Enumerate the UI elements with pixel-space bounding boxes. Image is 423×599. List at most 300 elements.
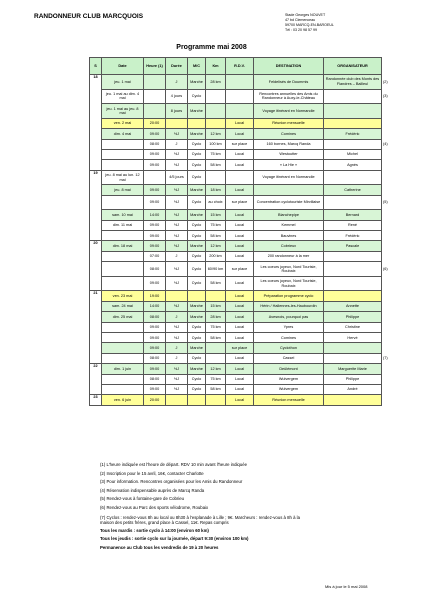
destination-cell: Wulvergem <box>254 374 324 384</box>
date-cell <box>102 231 144 241</box>
destination-cell: Cassel <box>254 353 324 363</box>
type-cell: Marche <box>188 185 206 195</box>
time-cell: 09:00 <box>144 160 166 170</box>
duration-cell: 4/5 jours <box>166 170 188 185</box>
time-cell: 09:00 <box>144 343 166 353</box>
note-line: (3) Pour information. Rencontres organisées pour les Amis du Randonneur <box>100 479 243 485</box>
table-row <box>90 251 392 261</box>
type-cell: Cyclo <box>188 353 206 363</box>
duration-cell: ½J <box>166 185 188 195</box>
reference-cell <box>382 384 392 394</box>
type-cell: Cyclo <box>188 195 206 210</box>
km-cell: 58 km <box>206 160 226 170</box>
km-cell: 28 km <box>206 75 226 90</box>
type-cell: Marche <box>188 104 206 119</box>
table-row <box>90 75 392 90</box>
destination-cell: Feldelisés de Doummis <box>254 75 324 90</box>
reference-cell <box>382 301 392 311</box>
meeting-cell: Local <box>226 322 254 332</box>
table-row <box>90 312 392 322</box>
km-cell: 100 km <box>206 139 226 149</box>
duration-cell: ½J <box>166 262 188 277</box>
duration-cell: J <box>166 312 188 322</box>
organizer-cell <box>324 104 382 119</box>
organizer-cell <box>324 276 382 291</box>
time-cell <box>144 104 166 119</box>
table-row <box>90 343 392 353</box>
reference-cell <box>382 149 392 159</box>
duration-cell: ½J <box>166 276 188 291</box>
date-cell: dim. 4 mai <box>102 129 144 139</box>
table-row <box>90 129 392 139</box>
time-cell: 09:00 <box>144 220 166 230</box>
type-cell: Cyclo <box>188 374 206 384</box>
km-cell <box>206 104 226 119</box>
km-cell: 28 km <box>206 312 226 322</box>
reference-cell <box>382 241 392 251</box>
type-cell: Cyclo <box>188 89 206 104</box>
destination-cell: Rencontres annuelles des Amis du Randonneur à Auxy-le-Château <box>254 89 324 104</box>
organizer-cell <box>324 353 382 363</box>
table-row <box>90 185 392 195</box>
col-header-destination: DESTINATION <box>254 58 324 75</box>
type-cell <box>188 118 206 128</box>
reference-cell <box>382 276 392 291</box>
type-cell: Cyclo <box>188 251 206 261</box>
time-cell <box>144 170 166 185</box>
organizer-cell <box>324 291 382 301</box>
km-cell: 18 km <box>206 185 226 195</box>
time-cell: 09:00 <box>144 333 166 343</box>
address-line: 59700 MARCQ-EN-BAROEUL <box>285 23 334 27</box>
table-row <box>90 231 392 241</box>
time-cell: 08:00 <box>144 353 166 363</box>
km-cell: 12 km <box>206 364 226 374</box>
km-cell: 58 km <box>206 276 226 291</box>
date-cell: dim. 1 juin <box>102 364 144 374</box>
destination-cell: Comines <box>254 129 324 139</box>
date-cell <box>102 195 144 210</box>
meeting-cell: Local <box>226 333 254 343</box>
time-cell: 09:00 <box>144 384 166 394</box>
week-cell: 23 <box>90 395 102 405</box>
organizer-cell: Bernard <box>324 210 382 220</box>
date-cell <box>102 322 144 332</box>
table-row <box>90 374 392 384</box>
time-cell: 09:00 <box>144 322 166 332</box>
reference-cell <box>382 220 392 230</box>
time-cell: 14:00 <box>144 301 166 311</box>
table-row <box>90 89 392 104</box>
table-header-row <box>90 58 392 75</box>
meeting-cell: Local <box>226 384 254 394</box>
week-cell: 19 <box>90 170 102 241</box>
km-cell <box>206 170 226 185</box>
address-line: Tél : 03 20 98 57 99 <box>285 28 317 32</box>
table-row <box>90 241 392 251</box>
date-cell <box>102 276 144 291</box>
update-date: Mis à jour le 5 mai 2008 <box>325 584 368 589</box>
duration-cell: ½J <box>166 195 188 210</box>
note-line: maison des petits frères, grand place à Cassel, 11€. Repas compris <box>100 519 229 525</box>
time-cell: 09:00 <box>144 364 166 374</box>
destination-cell: Hérin / Hallennes-les-Haubourdin <box>254 301 324 311</box>
destination-cell: Bauvines <box>254 231 324 241</box>
destination-cell: Wulvergem <box>254 384 324 394</box>
meeting-cell: Local <box>226 220 254 230</box>
type-cell: Cyclo <box>188 333 206 343</box>
meeting-cell <box>226 104 254 119</box>
table-row <box>90 139 392 149</box>
time-cell: 09:00 <box>144 231 166 241</box>
address-line: Stade Georges NOUVET <box>285 13 326 17</box>
organizer-cell: Marguerite Marie <box>324 364 382 374</box>
destination-cell: Westoutter <box>254 149 324 159</box>
table-row <box>90 210 392 220</box>
time-cell: 20:00 <box>144 118 166 128</box>
meeting-cell: Local <box>226 301 254 311</box>
address-line: 47 bd Clemenceau <box>285 18 316 22</box>
type-cell <box>188 291 206 301</box>
ref-spacer <box>382 58 392 75</box>
time-cell: 09:00 <box>144 129 166 139</box>
duration-cell <box>166 395 188 405</box>
date-cell <box>102 251 144 261</box>
organizer-cell <box>324 395 382 405</box>
date-cell: dim. 18 mai <box>102 241 144 251</box>
duration-cell: ½J <box>166 220 188 230</box>
destination-cell: Réunion mensuelle <box>254 395 324 405</box>
destination-cell: Comines <box>254 333 324 343</box>
km-cell <box>206 89 226 104</box>
time-cell <box>144 75 166 90</box>
duration-cell: J <box>166 75 188 90</box>
date-cell <box>102 384 144 394</box>
duration-cell: ½J <box>166 364 188 374</box>
date-cell: sam. 10 mai <box>102 210 144 220</box>
km-cell <box>206 395 226 405</box>
organizer-cell <box>324 343 382 353</box>
meeting-cell: Local <box>226 312 254 322</box>
reference-cell <box>382 312 392 322</box>
meeting-cell: Local <box>226 241 254 251</box>
date-cell <box>102 333 144 343</box>
destination-cell: 200 randonneur à la mer <box>254 251 324 261</box>
date-cell <box>102 353 144 363</box>
type-cell: Marche <box>188 343 206 353</box>
duration-cell: J <box>166 251 188 261</box>
time-cell: 09:00 <box>144 185 166 195</box>
time-cell: 14:00 <box>144 210 166 220</box>
type-cell: Cyclo <box>188 262 206 277</box>
table-row <box>90 195 392 210</box>
km-cell: 60/90 km <box>206 262 226 277</box>
type-cell: Marche <box>188 75 206 90</box>
organizer-cell <box>324 89 382 104</box>
date-cell: sam. 24 mai <box>102 301 144 311</box>
duration-cell: ½J <box>166 149 188 159</box>
duration-cell: 4 jours <box>166 89 188 104</box>
table-row <box>90 353 392 363</box>
reference-cell <box>382 374 392 384</box>
duration-cell: ½J <box>166 374 188 384</box>
destination-cell: Réunion mensuelle <box>254 118 324 128</box>
meeting-cell: Local <box>226 374 254 384</box>
week-cell: 20 <box>90 241 102 291</box>
organizer-cell <box>324 251 382 261</box>
meeting-cell: Local <box>226 364 254 374</box>
table-row <box>90 104 392 119</box>
meeting-cell: Local <box>226 185 254 195</box>
organizer-cell: Agnès <box>324 160 382 170</box>
table-row <box>90 395 392 405</box>
destination-cell: Blanchepipe <box>254 210 324 220</box>
weekly-ride-note: Tous les mardis : sortie cyclo à 14:00 (environ 60 km) <box>100 527 209 533</box>
date-cell: dim. 25 mai <box>102 312 144 322</box>
destination-cell: Concentration cyclotouriste Mirvillaise <box>254 195 324 210</box>
col-header-type: M/C <box>188 58 206 75</box>
time-cell: 07:00 <box>144 251 166 261</box>
table-row <box>90 262 392 277</box>
km-cell <box>206 353 226 363</box>
date-cell <box>102 160 144 170</box>
time-cell: 19:00 <box>144 291 166 301</box>
date-cell: jeu. 8 mai <box>102 185 144 195</box>
km-cell <box>206 118 226 128</box>
col-header-km: Km <box>206 58 226 75</box>
destination-cell: Ypres <box>254 322 324 332</box>
col-header-duration: Durée <box>166 58 188 75</box>
duration-cell: ½J <box>166 241 188 251</box>
reference-cell: (2) <box>382 75 392 90</box>
duration-cell <box>166 118 188 128</box>
meeting-cell: Local <box>226 276 254 291</box>
time-cell: 09:00 <box>144 276 166 291</box>
duration-cell: 8 jours <box>166 104 188 119</box>
meeting-cell: Local <box>226 251 254 261</box>
reference-cell: (7) <box>382 353 392 363</box>
time-cell: 08:00 <box>144 139 166 149</box>
meeting-cell: Local <box>226 129 254 139</box>
note-line: (7) Cyclos : rendez-vous 8h au local ou 8h30 à l'esplanade à Lille ; 9€. Marcheurs : rendez-vous à 8h à la <box>100 514 301 520</box>
note-line: (5) Rendez-vous à fontaine-gare de Cobrieu <box>100 496 185 502</box>
time-cell: 09:00 <box>144 149 166 159</box>
table-row <box>90 276 392 291</box>
organizer-cell: Frédéric <box>324 231 382 241</box>
km-cell: 58 km <box>206 384 226 394</box>
duration-cell: J <box>166 353 188 363</box>
destination-cell: 160 bornes, Marcq Randa <box>254 139 324 149</box>
meeting-cell: sur place <box>226 195 254 210</box>
destination-cell: Cobrieux <box>254 241 324 251</box>
organizer-cell: André <box>324 384 382 394</box>
club-hours-note: Permanence au Club tous les vendredis de 19 à 20 heures <box>100 544 219 550</box>
organizer-cell: Pascale <box>324 241 382 251</box>
type-cell: Cyclo <box>188 322 206 332</box>
time-cell: 20:00 <box>144 395 166 405</box>
time-cell: 08:00 <box>144 374 166 384</box>
col-header-meeting: R.D.V. <box>226 58 254 75</box>
organizer-cell: Annette <box>324 301 382 311</box>
date-cell: jeu. 1 mai au jeu. 8 mai <box>102 104 144 119</box>
duration-cell: ½J <box>166 322 188 332</box>
club-address <box>285 13 334 33</box>
reference-cell <box>382 104 392 119</box>
type-cell: Marche <box>188 301 206 311</box>
organizer-cell <box>324 118 382 128</box>
organizer-cell: Catherine <box>324 185 382 195</box>
km-cell: 75 km <box>206 322 226 332</box>
program-table <box>89 57 392 406</box>
km-cell: 15 km <box>206 210 226 220</box>
table-row <box>90 322 392 332</box>
table-row <box>90 291 392 301</box>
time-cell: 09:00 <box>144 195 166 210</box>
type-cell: Marche <box>188 312 206 322</box>
table-row <box>90 384 392 394</box>
km-cell: 200 km <box>206 251 226 261</box>
type-cell: Marche <box>188 129 206 139</box>
time-cell: 08:00 <box>144 262 166 277</box>
destination-cell: « La Hie » <box>254 160 324 170</box>
km-cell: 12 km <box>206 241 226 251</box>
reference-cell <box>382 170 392 185</box>
club-name: RANDONNEUR CLUB MARCQUOIS <box>34 13 144 20</box>
note-line: (2) Inscription pour le 15 avril, 16€, contacter Charlotte <box>100 470 204 476</box>
organizer-cell <box>324 262 382 277</box>
duration-cell <box>166 291 188 301</box>
table-row <box>90 220 392 230</box>
km-cell <box>206 291 226 301</box>
meeting-cell <box>226 75 254 90</box>
date-cell: ven. 6 juin <box>102 395 144 405</box>
km-cell: 58 km <box>206 231 226 241</box>
duration-cell: ½J <box>166 231 188 241</box>
organizer-cell: Philippe <box>324 374 382 384</box>
table-row <box>90 301 392 311</box>
type-cell: Cyclo <box>188 149 206 159</box>
duration-cell: ½J <box>166 301 188 311</box>
duration-cell: J <box>166 343 188 353</box>
km-cell: 12 km <box>206 129 226 139</box>
type-cell <box>188 395 206 405</box>
reference-cell <box>382 160 392 170</box>
destination-cell: Les coeurs joyeux, Nord Tourisie, Roubaix <box>254 276 324 291</box>
destination-cell: Avesnois, pourquoi pas <box>254 312 324 322</box>
date-cell <box>102 374 144 384</box>
organizer-cell: Hervé <box>324 333 382 343</box>
time-cell: 09:00 <box>144 241 166 251</box>
destination-cell: Cyclothon <box>254 343 324 353</box>
duration-cell: ½J <box>166 129 188 139</box>
destination-cell: Les coeurs joyeux, Nord Tourisie, Roubaix <box>254 262 324 277</box>
meeting-cell: Local <box>226 160 254 170</box>
reference-cell: (3) <box>382 89 392 104</box>
km-cell: au choix <box>206 195 226 210</box>
km-cell: 75 km <box>206 220 226 230</box>
type-cell: Cyclo <box>188 139 206 149</box>
organizer-cell <box>324 139 382 149</box>
reference-cell <box>382 395 392 405</box>
reference-cell <box>382 291 392 301</box>
col-header-week: S <box>90 58 102 75</box>
meeting-cell: Local <box>226 210 254 220</box>
reference-cell <box>382 322 392 332</box>
table-body <box>90 75 392 406</box>
km-cell: 15 km <box>206 301 226 311</box>
reference-cell <box>382 231 392 241</box>
week-cell: 21 <box>90 291 102 364</box>
reference-cell: (4) <box>382 139 392 149</box>
destination-cell: Préparation programme cyclo <box>254 291 324 301</box>
reference-cell: (6) <box>382 262 392 277</box>
organizer-cell: Michel <box>324 149 382 159</box>
reference-cell <box>382 251 392 261</box>
table-row <box>90 160 392 170</box>
week-cell: 22 <box>90 364 102 395</box>
table-row <box>90 333 392 343</box>
type-cell: Cyclo <box>188 170 206 185</box>
type-cell: Cyclo <box>188 231 206 241</box>
meeting-cell: sur place <box>226 139 254 149</box>
col-header-organizer: ORGANISATEUR <box>324 58 382 75</box>
page-title: Programme mai 2008 <box>176 44 247 51</box>
reference-cell <box>382 129 392 139</box>
km-cell: 75 km <box>206 374 226 384</box>
reference-cell <box>382 118 392 128</box>
duration-cell: ½J <box>166 384 188 394</box>
organizer-cell: René <box>324 220 382 230</box>
weekly-ride-note: Tous les jeudis : sortie cyclo sur la journée, départ 9:30 (environ 100 km) <box>100 536 249 542</box>
table-row <box>90 170 392 185</box>
km-cell <box>206 343 226 353</box>
km-cell: 75 km <box>206 149 226 159</box>
type-cell: Cyclo <box>188 384 206 394</box>
reference-cell <box>382 210 392 220</box>
km-cell: 58 km <box>206 333 226 343</box>
date-cell: ven. 2 mai <box>102 118 144 128</box>
destination-cell: Voyage itinérant en Normandie <box>254 104 324 119</box>
meeting-cell: sur place <box>226 343 254 353</box>
duration-cell: J <box>166 139 188 149</box>
table-row <box>90 149 392 159</box>
date-cell <box>102 343 144 353</box>
date-cell: jeu. 1 mai au dim. 4 mai <box>102 89 144 104</box>
reference-cell <box>382 185 392 195</box>
type-cell: Cyclo <box>188 220 206 230</box>
date-cell <box>102 149 144 159</box>
note-line: (1) L'heure indiquée est l'heure de départ. RDV 10 min avant l'heure indiquée <box>100 462 247 467</box>
type-cell: Cyclo <box>188 276 206 291</box>
organizer-cell: Christine <box>324 322 382 332</box>
duration-cell: ½J <box>166 160 188 170</box>
type-cell: Marche <box>188 241 206 251</box>
col-header-date: Date <box>102 58 144 75</box>
duration-cell: ½J <box>166 333 188 343</box>
note-line: (6) Rendez-vous au Parc des sports vélodrome, Roubaix <box>100 504 209 510</box>
meeting-cell: Local <box>226 231 254 241</box>
destination-cell: Deûlémont <box>254 364 324 374</box>
organizer-cell: Randonnée club des Monts des Flandres – Bailleul <box>324 75 382 90</box>
table-row <box>90 364 392 374</box>
date-cell: ven. 23 mai <box>102 291 144 301</box>
notes-block <box>100 461 400 552</box>
date-cell: jeu. 1 mai <box>102 75 144 90</box>
reference-cell <box>382 343 392 353</box>
note-line: (4) Réservation indispensable auprès de Marcq Randa <box>100 487 205 493</box>
date-cell: dim. 11 mai <box>102 220 144 230</box>
duration-cell: ½J <box>166 210 188 220</box>
